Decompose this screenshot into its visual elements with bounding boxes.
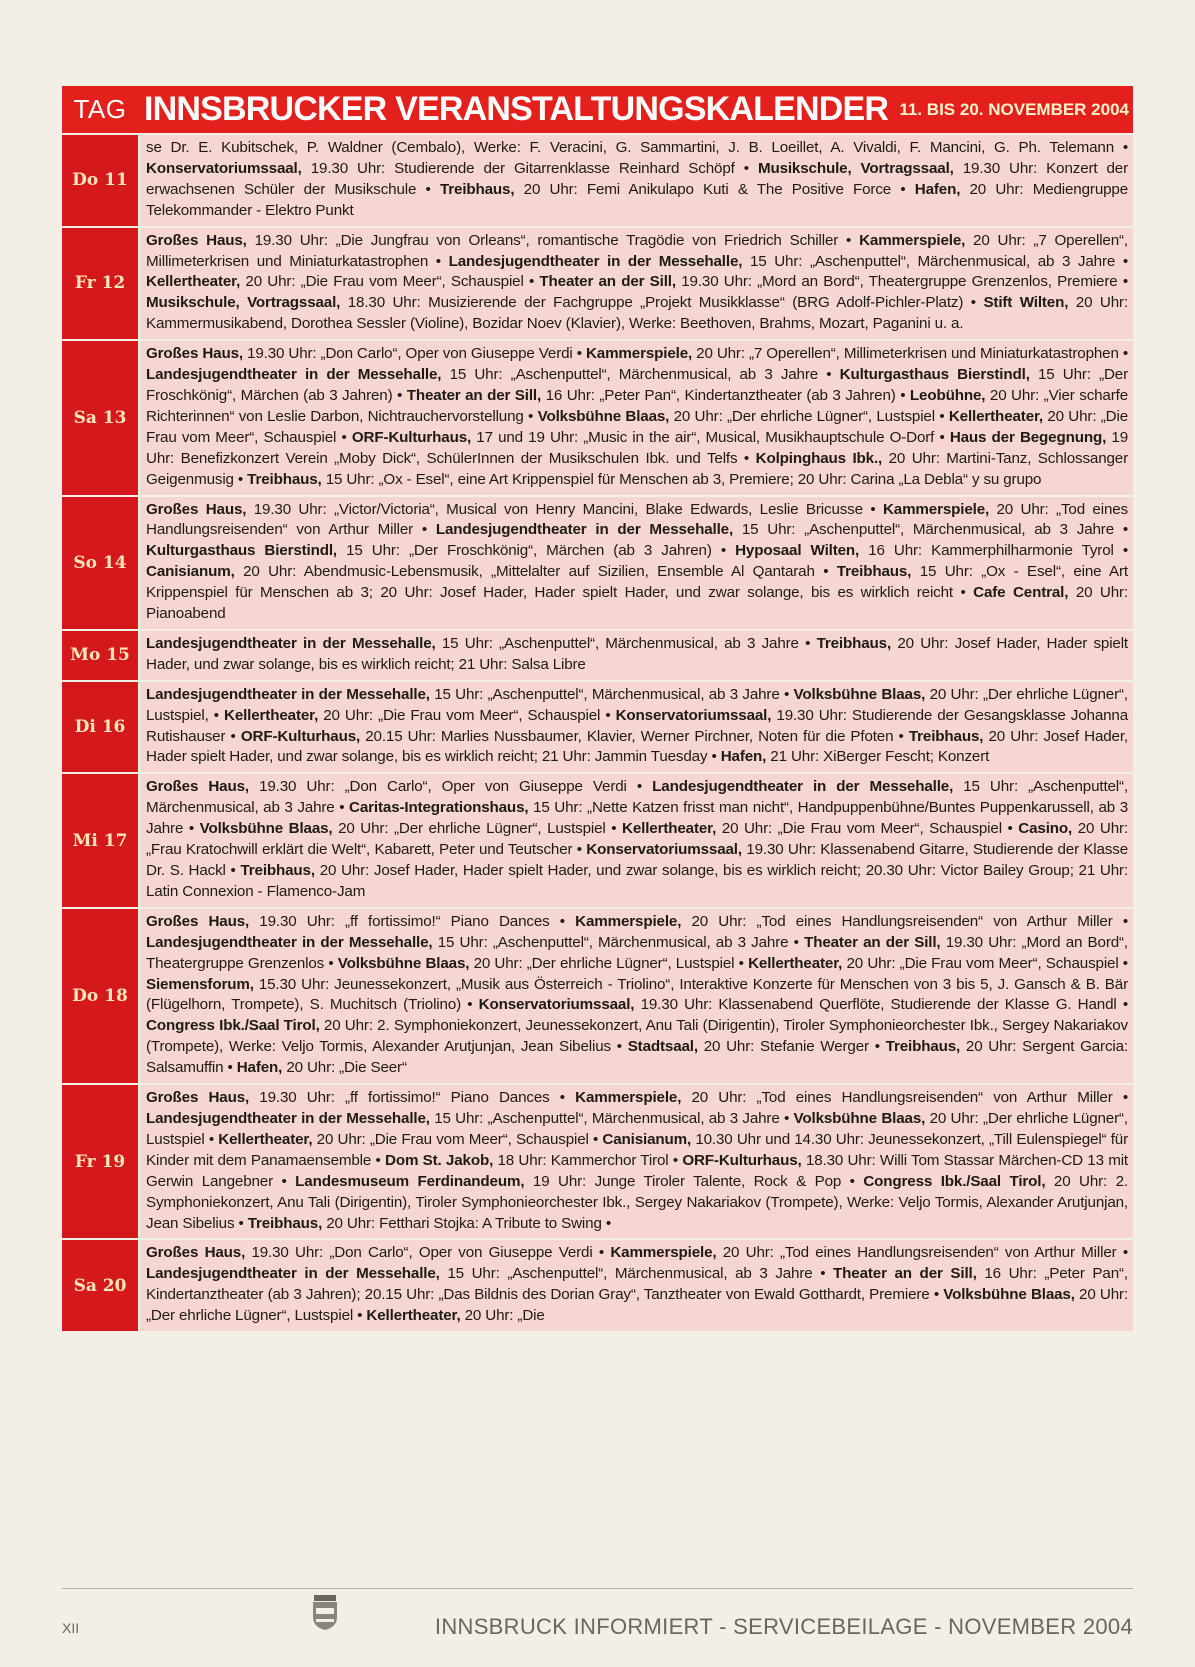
day-row (62, 680, 1133, 773)
day-row (62, 133, 1133, 226)
day-row (62, 226, 1133, 340)
day-label: Sa 13 (62, 341, 140, 494)
day-label: Sa 20 (62, 1240, 140, 1331)
day-events: Großes Haus, 19.30 Uhr: „Don Carlo“, Oper von Giuseppe Verdi • Kammerspiele, 20 Uhr: „7 Operellen“, Millimeterkrisen und Miniaturkatastrophen • Landesjugendtheater in der Messehalle, 15 Uhr: „Aschenputtel“, Märchenmusical, ab 3 Jahre • Kulturgasthaus Bierstindl, 15 Uhr: „Der Froschkönig“, Märchen (ab 3 Jahren) • Theater an der Sill, 16 Uhr: „Peter Pan“, Kindertanztheater (ab 3 Jahren) • Leobühne, 20 Uhr: „Vier scharfe Richterinnen“ von Leslie Darbon, Nichtrauchervorstellung • Volksbühne Blaas, 20 Uhr: „Der ehrliche Lügner“, Lustspiel • Kellertheater, 20 Uhr: „Die Frau vom Meer“, Schauspiel • ORF-Kulturhaus, 17 und 19 Uhr: „Music in the air“, Musical, Musikhauptschule O-Dorf • Haus der Begegnung, 19 Uhr: Benefizkonzert Verein „Moby Dick“, SchülerInnen der Musikschulen Ibk. und Telfs • Kolpinghaus Ibk., 20 Uhr: Martini-Tanz, Schlossanger Geigenmusig • Treibhaus, 15 Uhr: „Ox - Esel“, eine Art Krippenspiel für Menschen ab 3, Premiere; 20 Uhr: Carina „La Debla“ y su grupo (140, 341, 1133, 494)
day-events: Großes Haus, 19.30 Uhr: „ff fortissimo!“ Piano Dances • Kammerspiele, 20 Uhr: „Tod eines Handlungsreisenden“ von Arthur Miller • Landesjugendtheater in der Messehalle, 15 Uhr: „Aschenputtel“, Märchenmusical, ab 3 Jahre • Volksbühne Blaas, 20 Uhr: „Der ehrliche Lügner“, Lustspiel • Kellertheater, 20 Uhr: „Die Frau vom Meer“, Schauspiel • Canisianum, 10.30 Uhr und 14.30 Uhr: Jeunessekonzert, „Till Eulenspiegel“ für Kinder mit dem Panamaensemble • Dom St. Jakob, 18 Uhr: Kammerchor Tirol • ORF-Kulturhaus, 18.30 Uhr: Willi Tom Stassar Märchen-CD 13 mit Gerwin Langebner • Landesmuseum Ferdinandeum, 19 Uhr: Junge Tiroler Talente, Rock & Pop • Congress Ibk./Saal Tirol, 20 Uhr: 2. Symphoniekonzert, Anu Tali (Dirigentin), Tiroler Symphonieorchester Ibk., Sergey Nakariakov (Trompete), Werke: Veljo Tormis, Alexander Arutjunjan, Jean Sibelius • Treibhaus, 20 Uhr: Fetthari Stojka: A Tribute to Swing • (140, 1085, 1133, 1238)
day-row (62, 907, 1133, 1083)
day-events: Großes Haus, 19.30 Uhr: „Die Jungfrau von Orleans“, romantische Tragödie von Friedrich Schiller • Kammerspiele, 20 Uhr: „7 Operellen“, Millimeterkrisen und Miniaturkatastrophen • Landesjugendtheater in der Messehalle, 15 Uhr: „Aschenputtel“, Märchenmusical, ab 3 Jahre • Kellertheater, 20 Uhr: „Die Frau vom Meer“, Schauspiel • Theater an der Sill, 19.30 Uhr: „Mord an Bord“, Theatergruppe Grenzenlos, Premiere • Musikschule, Vortragssaal, 18.30 Uhr: Musizierende der Fachgruppe „Projekt Musikklasse“ (BRG Adolf-Pichler-Platz) • Stift Wilten, 20 Uhr: Kammermusikabend, Dorothea Sessler (Violine), Bozidar Noev (Klavier), Werke: Beethoven, Brahms, Mozart, Paganini u. a. (140, 228, 1133, 340)
day-row (62, 772, 1133, 906)
header-tag: TAG (73, 94, 127, 124)
day-events: Großes Haus, 19.30 Uhr: „ff fortissimo!“ Piano Dances • Kammerspiele, 20 Uhr: „Tod eines Handlungsreisenden“ von Arthur Miller • Landesjugendtheater in der Messehalle, 15 Uhr: „Aschenputtel“, Märchenmusical, ab 3 Jahre • Theater an der Sill, 19.30 Uhr: „Mord an Bord“, Theatergruppe Grenzenlos • Volksbühne Blaas, 20 Uhr: „Der ehrliche Lügner“, Lustspiel • Kellertheater, 20 Uhr: „Die Frau vom Meer“, Schauspiel • Siemensforum, 15.30 Uhr: Jeunessekonzert, „Musik aus Österreich - Triolino“, Interaktive Konzerte für Menschen von 3 bis 5, J. Gansch & B. Bär (Flügelhorn, Trompete), S. Muchitsch (Triolino) • Konservatoriumssaal, 19.30 Uhr: Klassenabend Querflöte, Studierende der Klasse G. Handl • Congress Ibk./Saal Tirol, 20 Uhr: 2. Symphoniekonzert, Jeunessekonzert, Anu Tali (Dirigentin), Tiroler Symphonieorchester Ibk., Sergey Nakariakov (Trompete), Werke: Veljo Tormis, Alexander Arutjunjan, Jean Sibelius • Stadtsaal, 20 Uhr: Stefanie Werger • Treibhaus, 20 Uhr: Sergent Garcia: Salsamuffin • Hafen, 20 Uhr: „Die Seer“ (140, 909, 1133, 1083)
city-crest-icon (311, 1595, 339, 1631)
day-label: Do 11 (62, 135, 140, 226)
day-row (62, 339, 1133, 494)
day-label: So 14 (62, 497, 140, 629)
day-events: se Dr. E. Kubitschek, P. Waldner (Cembalo), Werke: F. Veracini, G. Sammartini, J. B. Loeillet, A. Vivaldi, F. Mancini, G. Ph. Telemann • Konservatoriumssaal, 19.30 Uhr: Studierende der Gitarrenklasse Reinhard Schöpf • Musikschule, Vortragssaal, 19.30 Uhr: Konzert der erwachsenen Schüler der Musikschule • Treibhaus, 20 Uhr: Femi Anikulapo Kuti & The Positive Force • Hafen, 20 Uhr: Mediengruppe Telekommander - Elektro Punkt (140, 135, 1133, 226)
day-events: Landesjugendtheater in der Messehalle, 15 Uhr: „Aschenputtel“, Märchenmusical, ab 3 Jahre • Treibhaus, 20 Uhr: Josef Hader, Hader spielt Hader, und zwar solange, bis es wirklich reicht; 21 Uhr: Salsa Libre (140, 631, 1133, 680)
day-row (62, 629, 1133, 680)
day-row (62, 495, 1133, 629)
day-label: Fr 19 (62, 1085, 140, 1238)
day-row (62, 1238, 1133, 1331)
publication-footer: INNSBRUCK INFORMIERT - SERVICEBEILAGE - NOVEMBER 2004 (434, 1614, 1133, 1639)
day-label: Do 18 (62, 909, 140, 1083)
day-events: Landesjugendtheater in der Messehalle, 15 Uhr: „Aschenputtel“, Märchenmusical, ab 3 Jahre • Volksbühne Blaas, 20 Uhr: „Der ehrliche Lügner“, Lustspiel, • Kellertheater, 20 Uhr: „Die Frau vom Meer“, Schauspiel • Konservatoriumssaal, 19.30 Uhr: Studierende der Gesangsklasse Johanna Rutishauser • ORF-Kulturhaus, 20.15 Uhr: Marlies Nussbaumer, Klavier, Werner Pirchner, Noten für die Pfoten • Treibhaus, 20 Uhr: Josef Hader, Hader spielt Hader, und zwar solange, bis es wirklich reicht; 21 Uhr: Jammin Tuesday • Hafen, 21 Uhr: XiBerger Fescht; Konzert (140, 682, 1133, 773)
day-label: Di 16 (62, 682, 140, 773)
page-number: XII (62, 1620, 80, 1636)
header-dates: 11. BIS 20. NOVEMBER 2004 (899, 99, 1129, 119)
day-events: Großes Haus, 19.30 Uhr: „Victor/Victoria“, Musical von Henry Mancini, Blake Edwards, Leslie Bricusse • Kammerspiele, 20 Uhr: „Tod eines Handlungsreisenden“ von Arthur Miller • Landesjugendtheater in der Messehalle, 15 Uhr: „Aschenputtel“, Märchenmusical, ab 3 Jahre • Kulturgasthaus Bierstindl, 15 Uhr: „Der Froschkönig“, Märchen (ab 3 Jahren) • Hyposaal Wilten, 16 Uhr: Kammerphilharmonie Tyrol • Canisianum, 20 Uhr: Abendmusic-Lebensmusik, „Mittelalter auf Sizilien, Ensemble Al Qantarah • Treibhaus, 15 Uhr: „Ox - Esel“, eine Art Krippenspiel für Menschen ab 3; 20 Uhr: Josef Hader, Hader spielt Hader, und zwar solange, bis es wirklich reicht • Cafe Central, 20 Uhr: Pianoabend (140, 497, 1133, 629)
footer-divider (62, 1588, 1133, 1589)
day-label: Mi 17 (62, 774, 140, 906)
day-row (62, 1083, 1133, 1238)
day-events: Großes Haus, 19.30 Uhr: „Don Carlo“, Oper von Giuseppe Verdi • Kammerspiele, 20 Uhr: „Tod eines Handlungsreisenden“ von Arthur Miller • Landesjugendtheater in der Messehalle, 15 Uhr: „Aschenputtel“, Märchenmusical, ab 3 Jahre • Theater an der Sill, 16 Uhr: „Peter Pan“, Kindertanztheater (ab 3 Jahren); 20.15 Uhr: „Das Bildnis des Dorian Gray“, Tanztheater von Ewald Gotthardt, Premiere • Volksbühne Blaas, 20 Uhr: „Der ehrliche Lügner“, Lustspiel • Kellertheater, 20 Uhr: „Die (140, 1240, 1133, 1331)
calendar-header (62, 86, 1133, 133)
day-label: Mo 15 (62, 631, 140, 680)
calendar-table (62, 133, 1133, 1331)
day-events: Großes Haus, 19.30 Uhr: „Don Carlo“, Oper von Giuseppe Verdi • Landesjugendtheater in der Messehalle, 15 Uhr: „Aschenputtel“, Märchenmusical, ab 3 Jahre • Caritas-Integrationshaus, 15 Uhr: „Nette Katzen frisst man nicht“, Handpuppenbühne/Buntes Puppenkarussell, ab 3 Jahre • Volksbühne Blaas, 20 Uhr: „Der ehrliche Lügner“, Lustspiel • Kellertheater, 20 Uhr: „Die Frau vom Meer“, Schauspiel • Casino, 20 Uhr: „Frau Kratochwill erklärt die Welt“, Kabarett, Peter und Teutscher • Konservatoriumssaal, 19.30 Uhr: Klassenabend Gitarre, Studierende der Klasse Dr. S. Hackl • Treibhaus, 20 Uhr: Josef Hader, Hader spielt Hader, und zwar solange, bis es wirklich reicht; 20.30 Uhr: Victor Bailey Group; 21 Uhr: Latin Connexion - Flamenco-Jam (140, 774, 1133, 906)
header-title: INNSBRUCKER VERANSTALTUNGSKALENDER (144, 90, 889, 128)
day-label: Fr 12 (62, 228, 140, 340)
